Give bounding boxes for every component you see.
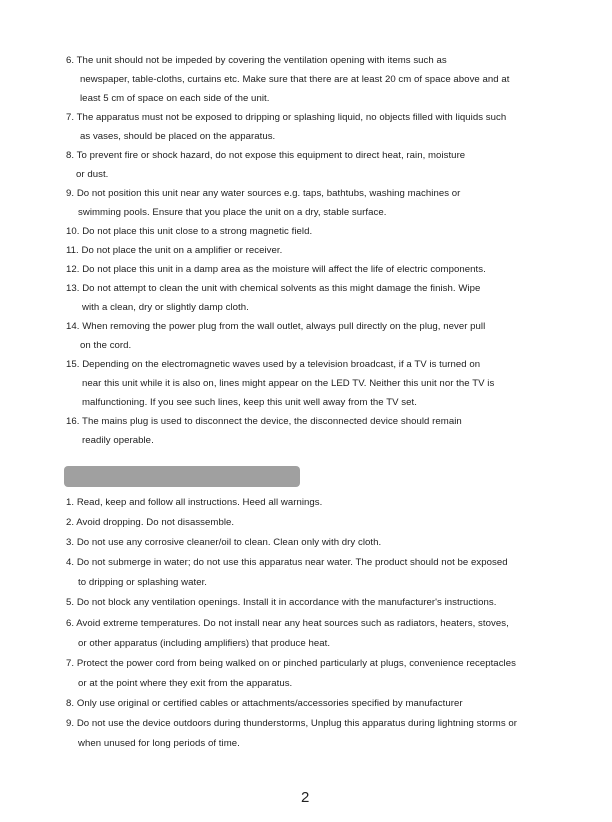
list-line: 15. Depending on the electromagnetic waves used by a television broadcast, if a TV is turned on	[66, 359, 481, 370]
list-line: to dripping or splashing water.	[78, 577, 208, 588]
list-line: 7. Protect the power cord from being walked on or pinched particularly at plugs, convenience receptacles	[66, 658, 516, 669]
list-line: 6. The unit should not be impeded by covering the ventilation opening with items such as	[66, 55, 447, 66]
list-line: when unused for long periods of time.	[78, 738, 240, 749]
list-line: on the cord.	[80, 340, 132, 351]
list-line: 2. Avoid dropping. Do not disassemble.	[66, 517, 235, 528]
list-line: 8. To prevent fire or shock hazard, do not expose this equipment to direct heat, rain, moisture	[66, 150, 466, 161]
list-line: readily operable.	[82, 435, 154, 446]
list-line: or dust.	[76, 169, 109, 180]
list-line: 5. Do not block any ventilation openings. Install it in accordance with the manufacturer's instructions.	[66, 597, 497, 608]
list-line: 1. Read, keep and follow all instructions. Heed all warnings.	[66, 497, 323, 508]
list-line: 4. Do not submerge in water; do not use this apparatus near water. The product should not be exposed	[66, 557, 508, 568]
list-line: 9. Do not use the device outdoors during thunderstorms, Unplug this apparatus during lightning storms or	[66, 718, 518, 729]
list-line: or at the point where they exit from the apparatus.	[78, 678, 293, 689]
list-line: 16. The mains plug is used to disconnect the device, the disconnected device should remain	[66, 416, 462, 427]
list-line: 6. Avoid extreme temperatures. Do not install near any heat sources such as radiators, heaters, stoves,	[66, 618, 509, 629]
list-line: 10. Do not place this unit close to a strong magnetic field.	[66, 226, 313, 237]
list-line: malfunctioning. If you see such lines, keep this unit well away from the TV set.	[82, 397, 417, 408]
list-line: 3. Do not use any corrosive cleaner/oil to clean. Clean only with dry cloth.	[66, 537, 382, 548]
list-line: 13. Do not attempt to clean the unit with chemical solvents as this might damage the finish. Wipe	[66, 283, 481, 294]
list-line: least 5 cm of space on each side of the unit.	[80, 93, 270, 104]
list-line: 8. Only use original or certified cables or attachments/accessories specified by manufacturer	[66, 698, 463, 709]
list-line: near this unit while it is also on, lines might appear on the LED TV. Neither this unit nor the TV is	[82, 378, 495, 389]
section-heading-bar	[64, 466, 300, 487]
list-line: as vases, should be placed on the apparatus.	[80, 131, 276, 142]
page-number: 2	[301, 789, 310, 806]
list-line: 7. The apparatus must not be exposed to dripping or splashing liquid, no objects filled with liquids such	[66, 112, 507, 123]
list-line: 14. When removing the power plug from the wall outlet, always pull directly on the plug, never pull	[66, 321, 486, 332]
list-line: 12. Do not place this unit in a damp area as the moisture will affect the life of electric components.	[66, 264, 486, 275]
list-line: or other apparatus (including amplifiers) that produce heat.	[78, 638, 331, 649]
list-line: newspaper, table-cloths, curtains etc. Make sure that there are at least 20 cm of space above and at	[80, 74, 510, 85]
list-line: 11. Do not place the unit on a amplifier or receiver.	[66, 245, 283, 256]
list-line: with a clean, dry or slightly damp cloth.	[82, 302, 249, 313]
list-line: 9. Do not position this unit near any water sources e.g. taps, bathtubs, washing machines or	[66, 188, 461, 199]
list-line: swimming pools. Ensure that you place the unit on a dry, stable surface.	[78, 207, 387, 218]
